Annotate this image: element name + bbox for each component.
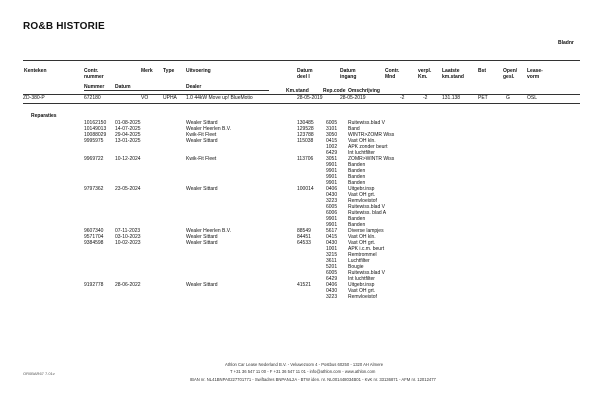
repair-kmstand: 64533 xyxy=(297,240,311,246)
repair-code: 0430 xyxy=(326,288,338,294)
vehicle-datum-deel1: 28-05-2019 xyxy=(297,95,323,101)
repair-code: 6005 xyxy=(326,270,338,276)
repair-code: 9901 xyxy=(326,174,338,180)
repair-omschrijving: Vast OH grt. xyxy=(348,288,376,294)
repair-code: 0406 xyxy=(326,282,338,288)
repair-kmstand: 123788 xyxy=(297,132,314,138)
repair-omschrijving: Ruitewiss.blad V xyxy=(348,120,385,126)
repair-code: 3050 xyxy=(326,132,338,138)
footer-contact: T +31 36 547 11 00 - F +31 36 547 11 01 - info@athlon.com - www.athlon.com xyxy=(230,369,376,374)
bladnr-label: Bladnr xyxy=(558,40,574,46)
repair-omschrijving: Vast OH kln. xyxy=(348,138,376,144)
vehicle-open-gesl: G xyxy=(506,95,510,101)
repair-omschrijving: Remvloeistof xyxy=(348,198,377,204)
repair-code: 6429 xyxy=(326,276,338,282)
repair-omschrijving: Uitgebr.insp xyxy=(348,186,375,192)
col-uitvoering: Uitvoering xyxy=(186,68,211,74)
repair-code: 3051 xyxy=(326,156,338,162)
repair-datum: 03-10-2023 xyxy=(115,234,141,240)
repair-nummer: 10149013 xyxy=(84,126,107,132)
repair-omschrijving: Int luchtfilter xyxy=(348,150,375,156)
repair-omschrijving: Vast OH kln. xyxy=(348,234,376,240)
repair-code: 3101 xyxy=(326,126,338,132)
subcol-omschrijving: Omschrijving xyxy=(348,88,380,94)
repair-kmstand: 88549 xyxy=(297,228,311,234)
repair-omschrijving: Banden xyxy=(348,168,366,174)
repair-kmstand: 129528 xyxy=(297,126,314,132)
repair-code: 1002 xyxy=(326,144,338,150)
repair-dealer: Wealer Sittard xyxy=(186,120,218,126)
repair-datum: 10-02-2023 xyxy=(115,240,141,246)
repair-nummer: 9607340 xyxy=(84,228,104,234)
repair-omschrijving: Band xyxy=(348,126,360,132)
repair-dealer: Kwik-Fit Fleet xyxy=(186,156,217,162)
repair-code: 0406 xyxy=(326,186,338,192)
repair-code: 0415 xyxy=(326,138,338,144)
repair-dealer: Wealer Sittard xyxy=(186,186,218,192)
repair-nummer: 9192778 xyxy=(84,282,104,288)
vehicle-merk: VO xyxy=(141,95,149,101)
repair-dealer: Wealer Sittard xyxy=(186,138,218,144)
repair-code: 3223 xyxy=(326,198,338,204)
repair-omschrijving: Vast OH grt. xyxy=(348,240,376,246)
col-datum-deel1: Datum deel I xyxy=(297,68,313,80)
subcol-datum: Datum xyxy=(115,84,131,90)
repair-code: 9901 xyxy=(326,168,338,174)
repair-omschrijving: Banden xyxy=(348,162,366,168)
repair-dealer: Wealer Heerlen B.V. xyxy=(186,126,232,132)
repair-datum: 01-08-2025 xyxy=(115,120,141,126)
repair-omschrijving: ZOMR>WINTR Wiss xyxy=(348,156,395,162)
repair-datum: 23-05-2024 xyxy=(115,186,141,192)
vehicle-contr-mnd: -2 xyxy=(400,95,405,101)
col-kenteken: Kenteken xyxy=(24,68,47,74)
repair-nummer: 9995975 xyxy=(84,138,104,144)
repair-code: 9901 xyxy=(326,222,338,228)
repair-dealer: Wealer Sittard xyxy=(186,282,218,288)
repair-omschrijving: Banden xyxy=(348,222,366,228)
repair-code: 6429 xyxy=(326,150,338,156)
repair-code: 0430 xyxy=(326,192,338,198)
repair-dealer: Wealer Sittard xyxy=(186,240,218,246)
repair-nummer: 10088029 xyxy=(84,132,107,138)
subcol-nummer: Nummer xyxy=(84,84,105,90)
repair-nummer: 9797362 xyxy=(84,186,104,192)
repair-datum: 07-11-2023 xyxy=(115,228,141,234)
col-lease-vorm: Lease- vorm xyxy=(527,68,543,80)
col-contr-nummer: Contr. nummer xyxy=(84,68,104,80)
repair-kmstand: 84451 xyxy=(297,234,311,240)
col-bst: Bst xyxy=(478,68,487,74)
repair-omschrijving: Luchtfilter xyxy=(348,258,370,264)
vehicle-bst: PET xyxy=(478,95,488,101)
repair-omschrijving: APK zonder beurt xyxy=(348,144,388,150)
repair-dealer: Wealer Heerlen B.V. xyxy=(186,228,232,234)
repair-kmstand: 113706 xyxy=(297,156,314,162)
repair-omschrijving: Uitgebr.insp xyxy=(348,282,375,288)
repair-code: 6006 xyxy=(326,210,338,216)
repair-datum: 14-07-2025 xyxy=(115,126,141,132)
repair-omschrijving: Ruitewiss.blad V xyxy=(348,204,385,210)
repair-code: 3223 xyxy=(326,294,338,300)
form-code: OR0BAR67 7.01v xyxy=(23,371,55,376)
vehicle-datum-ingang: 28-05-2019 xyxy=(340,95,366,101)
repair-dealer: Wealer Sittard xyxy=(186,234,218,240)
repair-omschrijving: Vast OH grt. xyxy=(348,192,376,198)
repair-omschrijving: Banden xyxy=(348,174,366,180)
repair-omschrijving: Ruitewiss.blad V xyxy=(348,270,385,276)
repair-code: 9901 xyxy=(326,216,338,222)
repair-code: 0430 xyxy=(326,240,338,246)
subcol-dealer: Dealer xyxy=(186,84,202,90)
col-verpl-km: verpl. Km. xyxy=(418,68,432,80)
repair-kmstand: 130485 xyxy=(297,120,314,126)
col-merk: Merk xyxy=(141,68,153,74)
repair-omschrijving: Int luchtfilter xyxy=(348,276,375,282)
reparaties-heading: Reparaties xyxy=(31,113,57,119)
repair-code: 0415 xyxy=(326,234,338,240)
vehicle-laatste-km: 131.138 xyxy=(442,95,461,101)
repair-code: 9901 xyxy=(326,162,338,168)
footer-bank: IBAN nr. NL41BNPA0227701771 - Swiftadres BNPANL2A - BTW iden. nr. NL001448034B01 - KvK nr. 33136871 - AFM nr. 12012477 xyxy=(190,377,436,382)
col-type: Type xyxy=(163,68,175,74)
repair-code: 1001 xyxy=(326,246,338,252)
repair-nummer: 9571704 xyxy=(84,234,104,240)
repair-code: 9901 xyxy=(326,180,338,186)
col-open-gesl: Open/ gesl. xyxy=(503,68,518,80)
repair-code: 5201 xyxy=(326,264,338,270)
repair-kmstand: 41521 xyxy=(297,282,311,288)
repair-datum: 10-12-2024 xyxy=(115,156,141,162)
repair-omschrijving: APK i.c.m. beurt xyxy=(348,246,385,252)
col-datum-ingang: Datum ingang xyxy=(340,68,357,80)
repair-nummer: 9384598 xyxy=(84,240,104,246)
vehicle-uitvoering: 1.0 44kW Move up! BlueMotio xyxy=(186,95,253,101)
col-laatste-km: Laatste km.stand xyxy=(442,68,464,80)
page-title: RO&B HISTORIE xyxy=(23,21,105,32)
vehicle-kenteken: ZD-380-P xyxy=(23,95,45,101)
repair-omschrijving: Diverse lampjes xyxy=(348,228,384,234)
repair-dealer: Kwik-Fit Fleet xyxy=(186,132,217,138)
repair-kmstand: 115038 xyxy=(297,138,314,144)
vehicle-row-rule xyxy=(23,103,580,104)
footer-address: Athlon Car Lease Nederland B.V. - Veluwezoom 4 - Postbus 60250 - 1320 AH Almere xyxy=(225,362,384,367)
repair-omschrijving: Banden xyxy=(348,216,366,222)
repair-datum: 29-04-2025 xyxy=(115,132,141,138)
repair-omschrijving: WINTR>ZOMR Wiss xyxy=(348,132,395,138)
col-contr-mnd: Contr. Mnd xyxy=(385,68,400,80)
vehicle-contr-nummer: 672180 xyxy=(84,95,101,101)
repair-datum: 13-01-2025 xyxy=(115,138,141,144)
repair-kmstand: 100014 xyxy=(297,186,314,192)
repair-omschrijving: Ruitewiss. blad A xyxy=(348,210,387,216)
repair-code: 6005 xyxy=(326,204,338,210)
vehicle-verpl-km: -2 xyxy=(423,95,428,101)
repair-datum: 28-06-2022 xyxy=(115,282,141,288)
repair-omschrijving: Bougie xyxy=(348,264,364,270)
repair-code: 3215 xyxy=(326,252,338,258)
subheader-underline-left xyxy=(84,90,269,91)
repair-omschrijving: Banden xyxy=(348,180,366,186)
repair-nummer: 9969722 xyxy=(84,156,104,162)
header-top-rule xyxy=(23,60,580,61)
repair-nummer: 10162150 xyxy=(84,120,107,126)
subcol-repcode: Rep.code xyxy=(323,88,346,94)
vehicle-lease-vorm: OSL xyxy=(527,95,538,101)
repair-code: 6005 xyxy=(326,120,338,126)
repair-omschrijving: Remvloeistof xyxy=(348,294,377,300)
repair-code: 5617 xyxy=(326,228,338,234)
subcol-kmstand: Km.stand xyxy=(286,88,309,94)
repair-omschrijving: Remtrommel xyxy=(348,252,377,258)
vehicle-type: UPHA xyxy=(163,95,177,101)
repair-code: 3611 xyxy=(326,258,337,264)
